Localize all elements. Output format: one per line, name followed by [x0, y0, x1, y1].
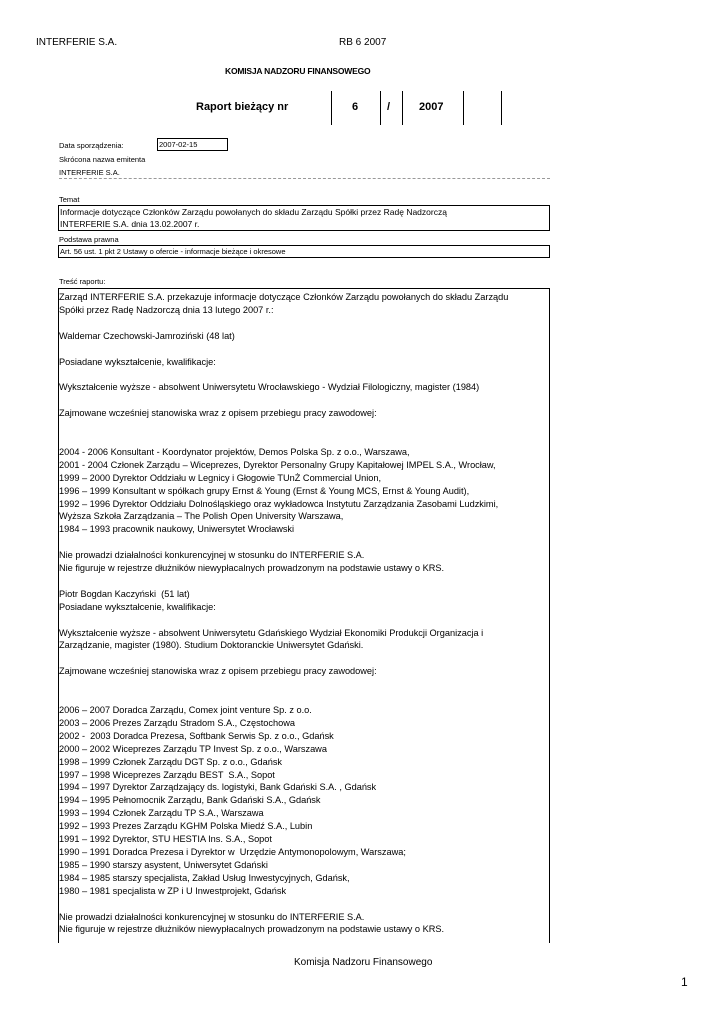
content-line: Nie prowadzi działalności konkurencyjnej w stosunku do INTERFERIE S.A. — [59, 550, 365, 561]
content-line — [59, 343, 529, 356]
content-line: 2001 - 2004 Członek Zarządu – Wiceprezes, Dyrektor Personalny Grupy Kapitałowej IMPEL S.A., Wrocław, — [59, 459, 496, 470]
content-line — [59, 652, 529, 665]
legal-basis-box — [58, 245, 550, 258]
date-label: Data sporządzenia: — [59, 141, 124, 150]
content-line — [59, 394, 529, 407]
content-line: Zajmowane wcześniej stanowiska wraz z opisem przebiegu pracy zawodowej: — [59, 666, 377, 677]
content-line: 1980 – 1981 specjalista w ZP i U Inwestprojekt, Gdańsk — [59, 885, 287, 896]
content-line — [59, 614, 529, 627]
content-line: 1994 – 1997 Dyrektor Zarządzający ds. logistyki, Bank Gdański S.A. , Gdańsk — [59, 782, 377, 793]
content-line: Posiadane wykształcenie, kwalifikacje: — [59, 356, 216, 367]
footer-commission: Komisja Nadzoru Finansowego — [294, 957, 433, 968]
report-divider — [331, 91, 332, 125]
report-year: 2007 — [419, 101, 444, 113]
content-line — [59, 691, 529, 704]
content-label: Treść raportu: — [59, 277, 106, 286]
content-line: Spółki przez Radę Nadzorczą dnia 13 lutego 2007 r.: — [59, 304, 274, 315]
content-line — [59, 317, 529, 330]
short-name-label: Skrócona nazwa emitenta — [59, 155, 146, 164]
content-line — [59, 678, 529, 691]
subject-box — [58, 205, 550, 231]
content-line — [59, 898, 529, 911]
meta-divider — [59, 178, 550, 179]
content-line — [59, 433, 529, 446]
content-line: Waldemar Czechowski-Jamroziński (48 lat) — [59, 330, 235, 341]
content-right-border — [549, 288, 550, 943]
content-line: 1990 – 1991 Doradca Prezesa i Dyrektor w Urzędzie Antymonopolowym, Warszawa; — [59, 846, 406, 857]
legal-basis-value: Art. 56 ust. 1 pkt 2 Ustawy o ofercie - informacje bieżące i okresowe — [60, 247, 286, 256]
content-line: 1996 – 1999 Konsultant w spółkach grupy Ernst & Young (Ernst & Young MCS, Ernst & Young Audit), — [59, 485, 470, 496]
content-line: Nie prowadzi działalności konkurencyjnej w stosunku do INTERFERIE S.A. — [59, 911, 365, 922]
legal-basis-label: Podstawa prawna — [59, 235, 119, 244]
subject-label: Temat — [59, 195, 80, 204]
content-line: Zarząd INTERFERIE S.A. przekazuje informacje dotyczące Członków Zarządu powołanych do składu Zarządu — [59, 292, 509, 302]
content-line: 1992 – 1996 Dyrektor Oddziału Dolnośląskiego oraz wykładowca Instytutu Zarządzania Zasobami Ludzkimi, — [59, 498, 499, 509]
content-line: 1997 – 1998 Wiceprezes Zarządu BEST S.A., Sopot — [59, 769, 275, 780]
short-name-value: INTERFERIE S.A. — [59, 168, 120, 177]
report-number: 6 — [352, 101, 359, 113]
content-line — [59, 368, 529, 381]
content-line: Posiadane wykształcenie, kwalifikacje: — [59, 601, 216, 612]
content-line: Wyższa Szkoła Zarządzania – The Polish Open University Warszawa, — [59, 511, 344, 522]
content-line: 1985 – 1990 starszy asystent, Uniwersytet Gdański — [59, 859, 268, 870]
content-line: Nie figuruje w rejestrze dłużników niewypłacalnych prowadzonym na podstawie ustawy o KRS. — [59, 563, 445, 574]
date-value: 2007-02-15 — [159, 140, 198, 149]
date-field — [157, 138, 228, 151]
content-line: 2002 - 2003 Doradca Prezesa, Softbank Serwis Sp. z o.o., Gdańsk — [59, 730, 334, 741]
report-divider — [463, 91, 464, 125]
report-separator: / — [387, 101, 391, 113]
content-line: Nie figuruje w rejestrze dłużników niewypłacalnych prowadzonym na podstawie ustawy o KRS. — [59, 924, 445, 935]
content-line — [59, 575, 529, 588]
content-line: Zajmowane wcześniej stanowiska wraz z opisem przebiegu pracy zawodowej: — [59, 408, 377, 419]
content-line: Wykształcenie wyższe - absolwent Uniwersytetu Wrocławskiego - Wydział Filologiczny, magister (1984) — [59, 382, 480, 393]
report-divider — [402, 91, 403, 125]
content-line: 1991 – 1992 Dyrektor, STU HESTIA Ins. S.A., Sopot — [59, 834, 272, 845]
content-line: 1984 – 1993 pracownik naukowy, Uniwersytet Wrocławski — [59, 524, 295, 535]
page-number: 1 — [681, 975, 688, 989]
content-line: Zarządzanie, magister (1980). Studium Doktoranckie Uniwersytet Gdański. — [59, 640, 364, 651]
content-line: 1992 – 1993 Prezes Zarządu KGHM Polska Miedź S.A., Lubin — [59, 821, 313, 832]
content-line: 2000 – 2002 Wiceprezes Zarządu TP Invest Sp. z o.o., Warszawa — [59, 743, 327, 754]
content-line: 1993 – 1994 Członek Zarządu TP S.A., Warszawa — [59, 808, 264, 819]
content-line — [59, 536, 529, 549]
content-line: 1984 – 1985 starszy specjalista, Zakład Usług Inwestycyjnych, Gdańsk, — [59, 872, 350, 883]
commission-title: KOMISJA NADZORU FINANSOWEGO — [225, 66, 371, 76]
report-divider — [501, 91, 502, 125]
content-line: 1994 – 1995 Pełnomocnik Zarządu, Bank Gdański S.A., Gdańsk — [59, 795, 321, 806]
content-line: 2003 – 2006 Prezes Zarządu Stradom S.A., Częstochowa — [59, 717, 295, 728]
content-line: 2006 – 2007 Doradca Zarządu, Comex joint venture Sp. z o.o. — [59, 705, 312, 715]
report-label: Raport bieżący nr — [196, 101, 289, 113]
report-code: RB 6 2007 — [339, 37, 387, 48]
company-header: INTERFERIE S.A. — [36, 37, 118, 48]
content-line — [59, 420, 529, 433]
content-line: Piotr Bogdan Kaczyński (51 lat) — [59, 588, 190, 599]
content-line: Wykształcenie wyższe - absolwent Uniwersytetu Gdańskiego Wydział Ekonomiki Produkcji Organizacja i — [59, 627, 484, 638]
content-line: 1999 – 2000 Dyrektor Oddziału w Legnicy i Głogowie TUnŻ Commercial Union, — [59, 472, 382, 483]
content-top-border — [58, 288, 550, 289]
subject-line-2: INTERFERIE S.A. dnia 13.02.2007 r. — [60, 219, 200, 229]
report-content — [59, 291, 529, 936]
report-divider — [380, 91, 381, 125]
content-line: 2004 - 2006 Konsultant - Koordynator projektów, Demos Polska Sp. z o.o., Warszawa, — [59, 446, 410, 457]
subject-line-1: Informacje dotyczące Członków Zarządu powołanych do składu Zarządu Spółki przez Radę Nadzorczą — [60, 207, 447, 217]
content-line: 1998 – 1999 Członek Zarządu DGT Sp. z o.o., Gdańsk — [59, 756, 283, 767]
